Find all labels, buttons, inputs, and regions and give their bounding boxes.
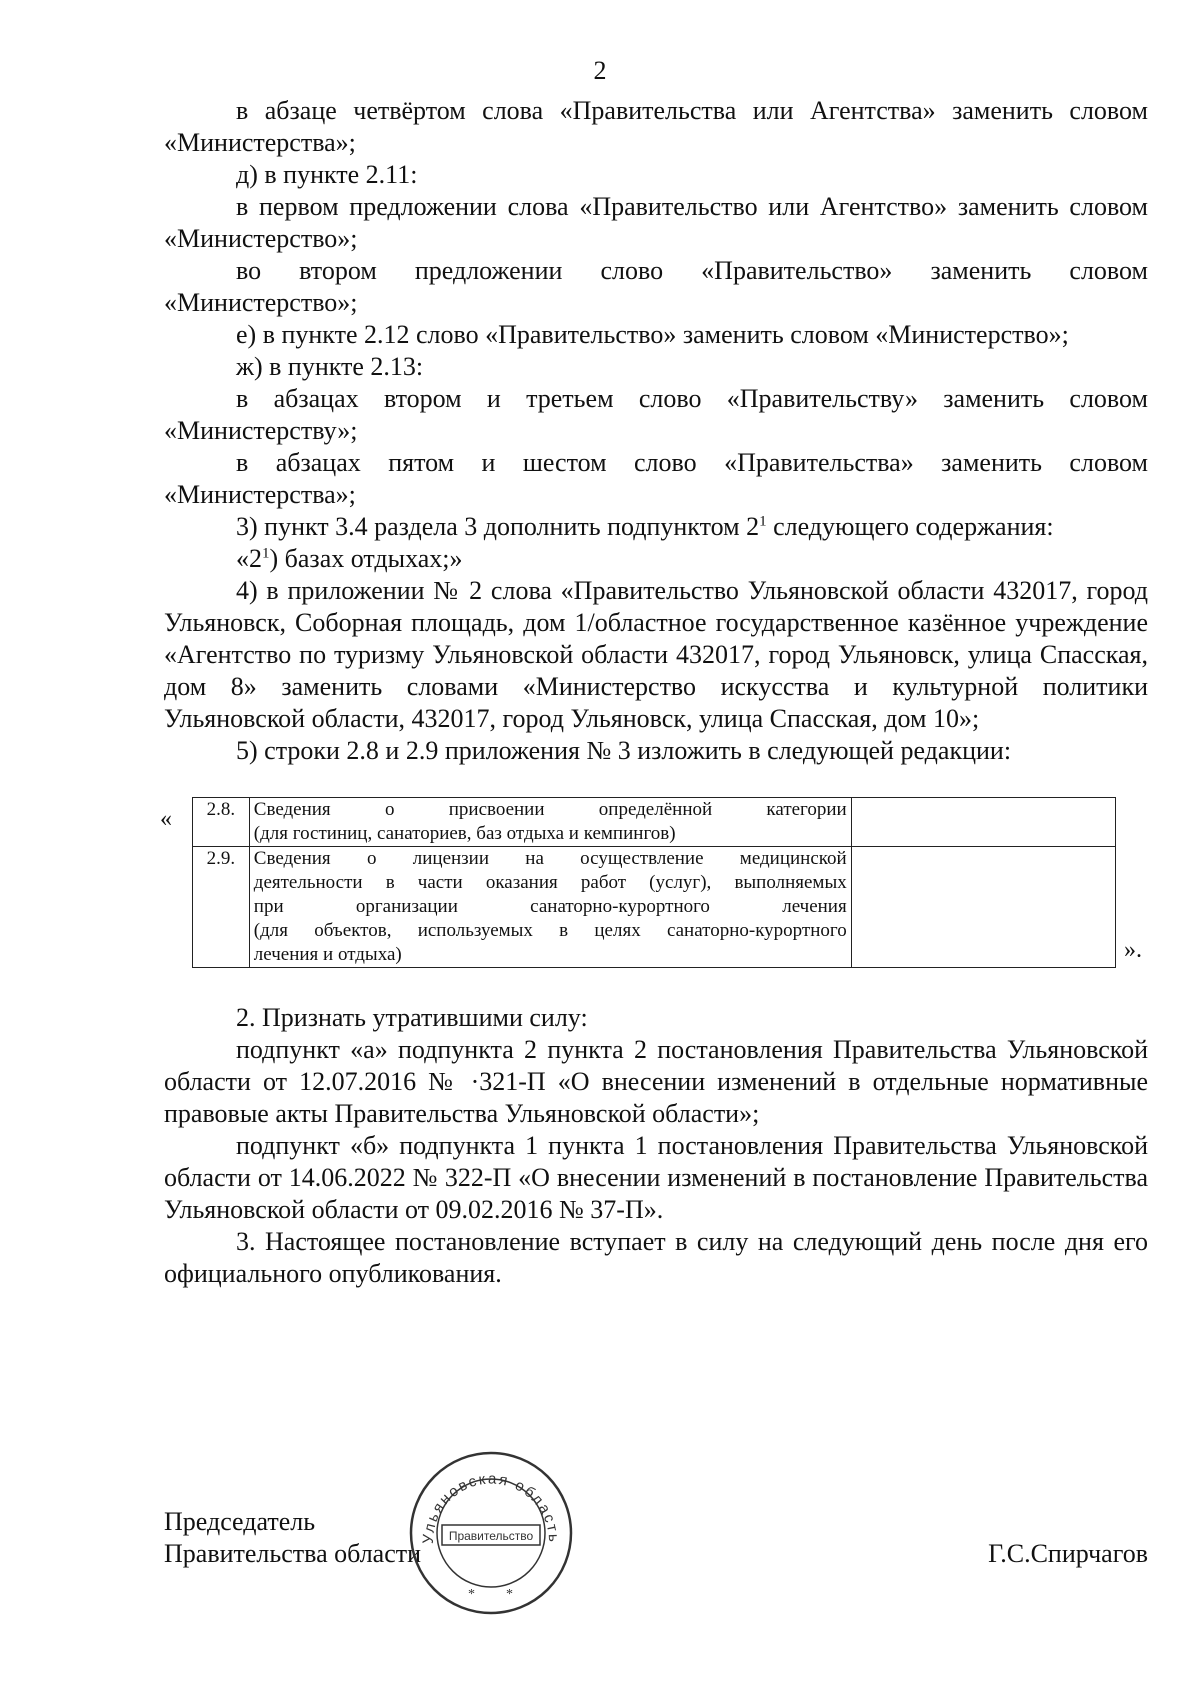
paragraph: в абзацах втором и третьем слово «Правительству» заменить словом «Министерству»;: [164, 384, 1148, 445]
paragraph: в абзаце четвёртом слова «Правительства или Агентства» заменить словом «Министерства»;: [164, 96, 1148, 157]
paragraph: ж) в пункте 2.13:: [236, 352, 424, 381]
paragraph: в абзацах пятом и шестом слово «Правительства» заменить словом «Министерства»;: [164, 448, 1148, 509]
row-number: 2.8.: [193, 798, 250, 847]
paragraph: подпункт «б» подпункта 1 пункта 1 постановления Правительства Ульяновской области от 14.06.2022 № 322-П «О внесении изменений в постановление Правительства Ульяновской области от 09.02.2016 № 37-П».: [164, 1131, 1148, 1224]
svg-text:*: *: [506, 1587, 513, 1602]
table-close-quote: ».: [1124, 937, 1142, 963]
row-description: Сведения о лицензии на осуществление медицинской деятельности в части оказания работ (услуг), выполняемых при организации санаторно-курортного лечения (для объектов, используемых в целях санаторно-курортного лечения и отдыха): [249, 847, 851, 968]
paragraph: д) в пункте 2.11:: [236, 160, 418, 189]
table-row: [193, 847, 1116, 968]
signatory-title: Председатель Правительства области: [164, 1507, 422, 1568]
section-3: 3. Настоящее постановление вступает в силу на следующий день после дня его официального опубликования.: [164, 1227, 1148, 1288]
table-open-quote: «: [160, 806, 172, 832]
item-3-quote: «$2^1$) базах отдыхах;»: [236, 544, 463, 573]
item-3: 3) пункт 3.4 раздела 3 дополнить подпунктом $2^1$ следующего содержания:: [236, 512, 1054, 541]
paragraph: в первом предложении слова «Правительство или Агентство» заменить словом «Министерство»;: [164, 192, 1148, 253]
svg-text:*: *: [468, 1587, 475, 1602]
row-value: [851, 847, 1115, 968]
paragraph: во втором предложении слово «Правительство» заменить словом «Министерство»;: [164, 256, 1148, 317]
item-5: 5) строки 2.8 и 2.9 приложения № 3 изложить в следующей редакции:: [236, 736, 1012, 765]
svg-text:Ульяновская область: Ульяновская область: [419, 1470, 563, 1545]
signatory-name: Г.С.Спирчагов: [988, 1539, 1148, 1568]
svg-text:Правительство: Правительство: [448, 1529, 534, 1543]
paragraph: подпункт «а» подпункта 2 пункта 2 постановления Правительства Ульяновской области от 12.07.2016 № ·321-П «О внесении изменений в отдельные нормативные правовые акты Правительства Ульяновской области»;: [164, 1035, 1148, 1128]
document-body: [160, 95, 1148, 1290]
official-seal-stamp: [406, 1448, 576, 1618]
amendment-table: [192, 797, 1116, 968]
item-4: 4) в приложении № 2 слова «Правительство Ульяновской области 432017, город Ульяновск, Соборная площадь, дом 1/областное государственное казённое учреждение «Агентство по туризму Ульяновской области 432017, город Ульяновск, улица Спасская, дом 8» заменить словами «Министерство искусства и культурной политики Ульяновской области, 432017, город Ульяновск, улица Спасская, дом 10»;: [164, 576, 1148, 733]
page-number: 2: [593, 56, 607, 85]
amendment-table-wrap: [160, 797, 1148, 968]
row-number: 2.9.: [193, 847, 250, 968]
section-2-heading: 2. Признать утратившими силу:: [236, 1003, 588, 1032]
row-description: Сведения о присвоении определённой категории (для гостиниц, санаториев, баз отдыха и кемпингов): [249, 798, 851, 847]
table-row: [193, 798, 1116, 847]
row-value: [851, 798, 1115, 847]
paragraph: е) в пункте 2.12 слово «Правительство» заменить словом «Министерство»;: [236, 320, 1069, 349]
